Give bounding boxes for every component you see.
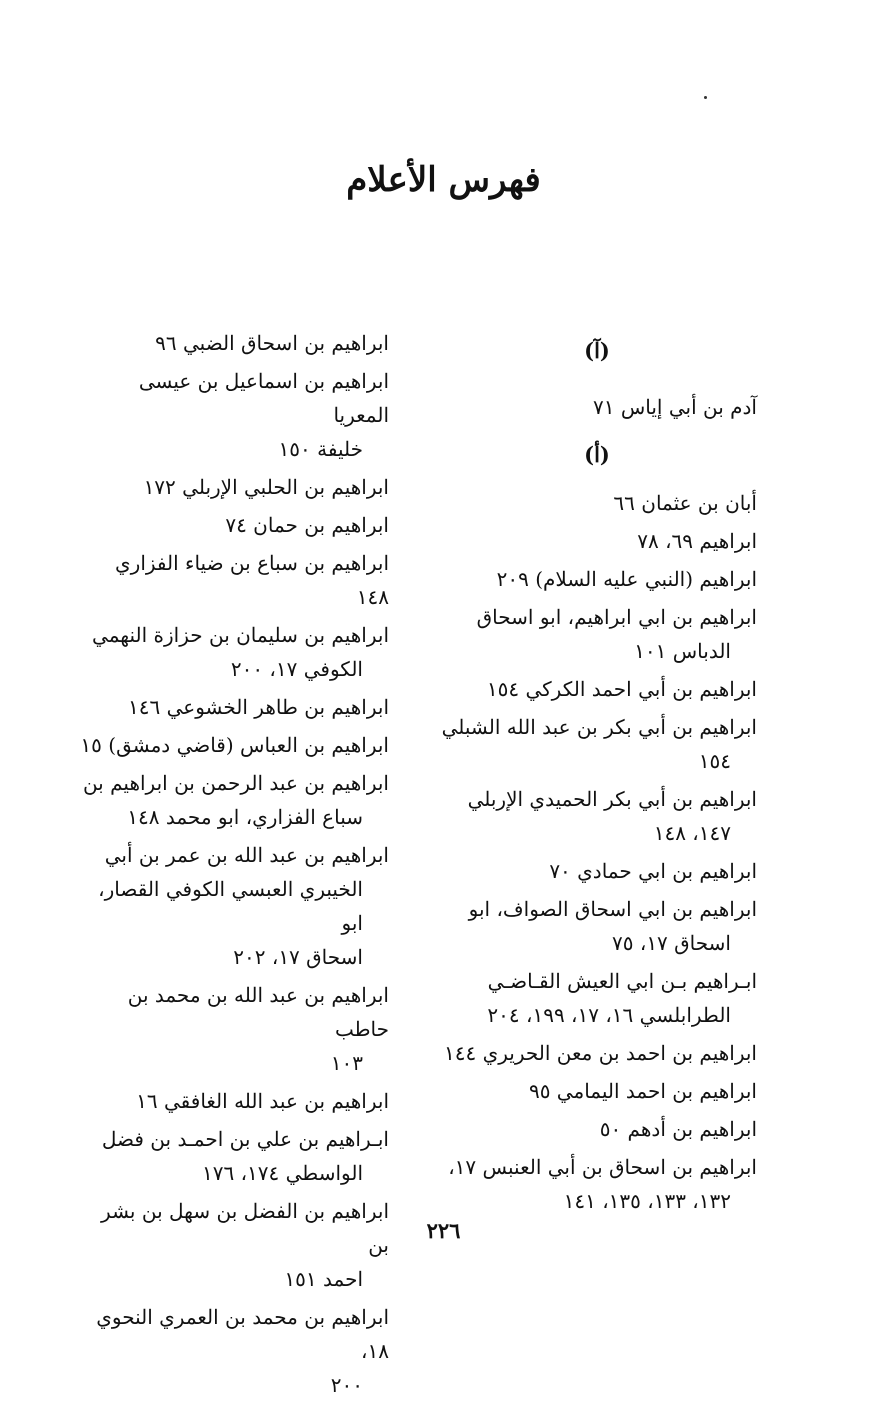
index-entry [79,1300,389,1402]
entry-text: ابراهيم (النبي عليه السلام) ٢٠٩ [496,567,757,591]
index-entry [437,782,757,850]
entry-continuation: خليفة ١٥٠ [278,437,363,461]
entry-text: ابراهيم بن طاهر الخشوعي ١٤٦ [128,695,389,719]
index-entry [79,1122,389,1190]
index-entry [437,390,757,424]
entry-continuation: الواسطي ١٧٤، ١٧٦ [201,1161,363,1185]
section-letter: (آ) [584,338,610,363]
entry-text: ابراهيم بن عبد الله بن عمر بن أبي [104,843,389,867]
entry-text: آدم بن أبي إياس ٧١ [593,395,757,419]
index-entry [79,978,389,1080]
entry-text: ابراهيم بن احمد بن معن الحريري ١٤٤ [444,1041,757,1065]
entry-text: أبان بن عثمان ٦٦ [613,491,757,515]
entry-text: ابراهيم بن محمد بن العمري النحوي ١٨، [96,1305,389,1363]
index-entry [79,470,389,504]
entry-continuation: سباع الفزاري، ابو محمد ١٤٨ [127,805,363,829]
index-entry [79,326,389,360]
entry-continuation: اسحاق ١٧، ٢٠٢ [233,945,363,969]
entry-continuation: احمد ١٥١ [284,1267,363,1291]
entry-text: ابراهيم بن أبي بكر الحميدي الإربلي [467,787,757,811]
entry-text: ابراهيم بن أبي بكر بن عبد الله الشبلي [441,715,757,739]
index-entry [437,600,757,668]
entry-text: ابراهيم بن حمان ٧٤ [225,513,389,537]
entry-text: ابراهيم بن اسحاق بن أبي العنبس ١٧، [448,1155,757,1179]
index-entry [79,618,389,686]
entry-text: ابراهيم بن سليمان بن حزازة النهمي [92,623,389,647]
index-entry [437,1112,757,1146]
speck-mark [704,96,707,99]
entry-continuation: الطرابلسي ١٦، ١٧، ١٩٩، ٢٠٤ [487,1003,731,1027]
entry-continuation: اسحاق ١٧، ٧٥ [612,931,731,955]
entry-text: ابراهيم بن عبد الله بن محمد بن حاطب [127,983,389,1041]
entry-text: ابراهيم بن العباس (قاضي دمشق) ١٥ [80,733,389,757]
entry-continuation: ١٣٢، ١٣٣، ١٣٥، ١٤١ [563,1189,731,1213]
entry-text: ابراهيم بن احمد اليمامي ٩٥ [528,1079,757,1103]
entry-text: ابراهيم بن سباع بن ضياء الفزاري ١٤٨ [115,551,389,609]
entry-text: ابراهيم بن اسماعيل بن عيسى المعريا [138,369,389,427]
index-entry [79,838,389,974]
entry-continuation: الدباس ١٠١ [634,639,731,663]
entry-text: ابراهيم بن عبد الله الغافقي ١٦ [136,1089,389,1113]
entry-text: ابراهيم بن عبد الرحمن بن ابراهيم بن [82,771,389,795]
index-entry [437,964,757,1032]
entry-continuation: ١٠٣ [330,1051,363,1075]
index-entry [437,486,757,520]
entry-text: ابراهيم بن اسحاق الضبي ٩٦ [155,331,389,355]
index-entry [437,1150,757,1218]
index-entry [79,766,389,834]
index-entry [437,854,757,888]
page-title: فهرس الأعلام [346,160,541,200]
index-column-right [437,326,757,1222]
entry-text: ابراهيم بن الفضل بن سهل بن بشر بن [101,1199,389,1257]
entry-continuation: ١٥٤ [698,749,731,773]
index-entry [437,1036,757,1070]
entry-text: ابراهيم بن الحلبي الإربلي ١٧٢ [143,475,389,499]
index-entry [79,364,389,466]
entry-continuation: الخيبري العبسي الكوفي القصار، ابو [98,877,363,935]
entry-text: ابـراهيم بن علي بن احمـد بن فضل [101,1127,389,1151]
index-entry [79,1194,389,1296]
index-entry [79,1084,389,1118]
index-column-left [79,326,389,1406]
entry-text: ابراهيم بن ابي ابراهيم، ابو اسحاق [476,605,757,629]
entry-continuation: ٢٠٠ [330,1373,363,1397]
index-entry [437,562,757,596]
section-letter: (أ) [584,442,610,467]
entry-text: ابراهيم ٦٩، ٧٨ [637,529,757,553]
index-entry [79,546,389,614]
entry-text: ابراهيم بن ابي حمادي ٧٠ [549,859,757,883]
page-number: ٢٢٦ [426,1218,461,1243]
entry-continuation: الكوفي ١٧، ٢٠٠ [230,657,363,681]
index-entry [437,1074,757,1108]
index-entry [79,508,389,542]
entry-text: ابراهيم بن أبي احمد الكركي ١٥٤ [486,677,757,701]
entry-text: ابراهيم بن أدهم ٥٠ [599,1117,757,1141]
index-entry [437,892,757,960]
index-entry [437,710,757,778]
entry-text: ابراهيم بن ابي اسحاق الصواف، ابو [468,897,757,921]
index-entry [437,672,757,706]
entry-continuation: ١٤٧، ١٤٨ [653,821,731,845]
index-entry [437,524,757,558]
entry-text: ابـراهيم بـن ابي العيش القـاضـي [487,969,757,993]
index-entry [79,728,389,762]
index-entry [79,690,389,724]
